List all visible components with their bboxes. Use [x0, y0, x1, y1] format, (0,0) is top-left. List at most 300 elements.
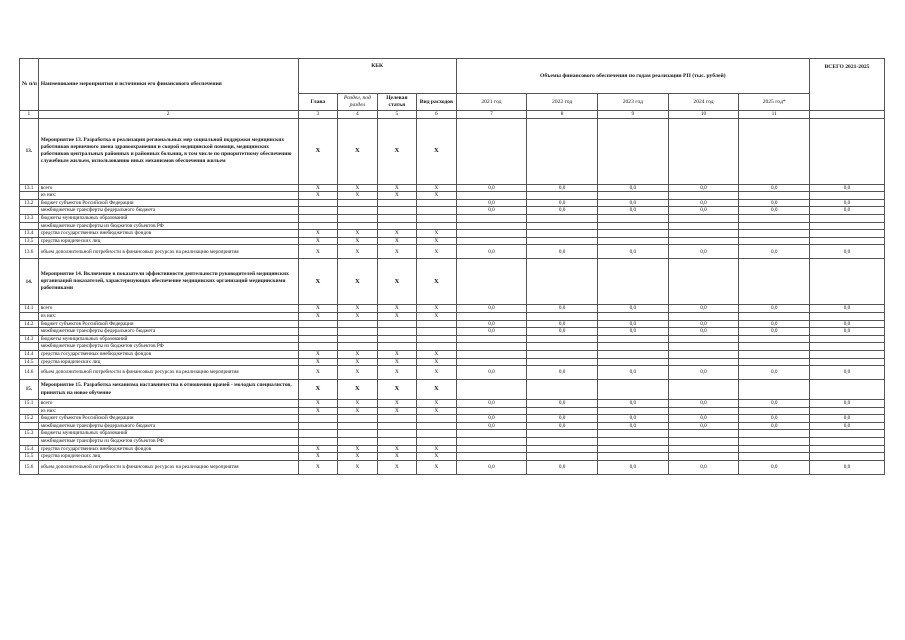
kbk-cell — [338, 214, 378, 222]
value-cell: 0,0 — [668, 328, 739, 336]
value-cell — [810, 407, 885, 415]
kbk-cell — [377, 343, 417, 351]
kbk-cell: X — [338, 230, 378, 238]
kbk-cell — [298, 214, 338, 222]
table-row — [20, 328, 885, 336]
kbk-cell: X — [338, 305, 378, 313]
kbk-cell: X — [377, 445, 417, 453]
value-cell — [668, 192, 739, 200]
value-cell: 0,0 — [739, 460, 810, 474]
table-row — [20, 214, 885, 222]
kbk-cell — [377, 328, 417, 336]
table-row — [20, 184, 885, 192]
row-label: средства государственных внебюджетных фондов — [38, 445, 298, 453]
value-cell: 0,0 — [668, 460, 739, 474]
kbk-cell: X — [417, 407, 457, 415]
value-cell — [456, 237, 527, 245]
event-value-cell — [597, 380, 668, 400]
value-cell — [597, 343, 668, 351]
event-value-cell — [739, 259, 810, 305]
value-cell — [739, 407, 810, 415]
value-cell — [810, 214, 885, 222]
event-kbk-cell: X — [338, 118, 378, 184]
kbk-cell — [377, 207, 417, 215]
value-cell — [597, 230, 668, 238]
kbk-cell — [417, 207, 457, 215]
event-row — [20, 380, 885, 400]
value-cell: 0,0 — [739, 400, 810, 408]
event-value-cell — [739, 380, 810, 400]
value-cell — [597, 445, 668, 453]
value-cell — [810, 350, 885, 358]
row-number: 14.5 — [20, 358, 39, 366]
value-cell — [739, 445, 810, 453]
row-number — [20, 192, 39, 200]
value-cell — [810, 222, 885, 230]
value-cell — [739, 230, 810, 238]
value-cell — [456, 358, 527, 366]
value-cell: 0,0 — [810, 400, 885, 408]
value-cell: 0,0 — [810, 366, 885, 380]
value-cell: 0,0 — [597, 207, 668, 215]
value-cell: 0,0 — [527, 422, 598, 430]
row-number — [20, 407, 39, 415]
row-label: всего — [38, 305, 298, 313]
kbk-cell: X — [377, 400, 417, 408]
kbk-cell: X — [298, 192, 338, 200]
value-cell — [739, 222, 810, 230]
kbk-cell: X — [377, 358, 417, 366]
value-cell — [456, 343, 527, 351]
value-cell: 0,0 — [739, 305, 810, 313]
value-cell — [810, 358, 885, 366]
value-cell: 0,0 — [810, 207, 885, 215]
value-cell: 0,0 — [810, 245, 885, 259]
value-cell — [456, 453, 527, 461]
value-cell: 0,0 — [527, 245, 598, 259]
kbk-cell: X — [377, 312, 417, 320]
value-cell: 0,0 — [456, 366, 527, 380]
col-number — [810, 111, 885, 119]
col-number: 8 — [527, 111, 598, 119]
value-cell: 0,0 — [597, 245, 668, 259]
value-cell — [456, 222, 527, 230]
header-finance: Объемы финансового обеспечения по годам реализации РП (тыс. рублей) — [456, 59, 809, 94]
value-cell — [668, 358, 739, 366]
value-cell: 0,0 — [668, 305, 739, 313]
kbk-cell — [338, 328, 378, 336]
value-cell: 0,0 — [527, 320, 598, 328]
row-label: бюджеты муниципальных образований — [38, 214, 298, 222]
kbk-cell: X — [417, 192, 457, 200]
finance-table-page — [19, 58, 885, 475]
kbk-cell — [417, 222, 457, 230]
value-cell — [668, 312, 739, 320]
value-cell — [810, 335, 885, 343]
kbk-cell: X — [417, 358, 457, 366]
value-cell: 0,0 — [527, 328, 598, 336]
event-value-cell — [527, 118, 598, 184]
value-cell: 0,0 — [810, 460, 885, 474]
kbk-cell: X — [338, 192, 378, 200]
row-number: 14.6 — [20, 366, 39, 380]
value-cell — [527, 350, 598, 358]
value-cell — [668, 407, 739, 415]
header-kbk-section: Раздел, под раздел — [338, 94, 378, 111]
kbk-cell: X — [417, 453, 457, 461]
kbk-cell: X — [417, 445, 457, 453]
kbk-cell: X — [298, 407, 338, 415]
kbk-cell — [298, 328, 338, 336]
table-row — [20, 312, 885, 320]
row-number: 15.6 — [20, 460, 39, 474]
kbk-cell: X — [338, 445, 378, 453]
header-year-2022: 2022 год — [527, 94, 598, 111]
kbk-cell — [338, 320, 378, 328]
row-label: объем дополнительной потребности в финансовых ресурсах на реализацию мероприятия — [38, 245, 298, 259]
row-number: 13.5 — [20, 237, 39, 245]
value-cell: 0,0 — [597, 460, 668, 474]
kbk-cell — [377, 214, 417, 222]
table-row — [20, 366, 885, 380]
value-cell — [597, 312, 668, 320]
event-value-cell — [668, 380, 739, 400]
kbk-cell — [338, 222, 378, 230]
value-cell — [739, 350, 810, 358]
value-cell — [597, 438, 668, 446]
value-cell — [456, 335, 527, 343]
value-cell: 0,0 — [810, 320, 885, 328]
kbk-cell: X — [298, 460, 338, 474]
value-cell — [527, 192, 598, 200]
row-label: межбюджетные трансферты из бюджетов субъектов РФ — [38, 438, 298, 446]
kbk-cell — [377, 430, 417, 438]
value-cell — [456, 192, 527, 200]
kbk-cell — [338, 199, 378, 207]
value-cell — [668, 350, 739, 358]
kbk-cell: X — [377, 305, 417, 313]
row-label: бюджет субъектов Российской Федерации — [38, 199, 298, 207]
kbk-cell: X — [417, 230, 457, 238]
kbk-cell — [338, 430, 378, 438]
kbk-cell: X — [338, 358, 378, 366]
kbk-cell: X — [338, 245, 378, 259]
value-cell — [527, 230, 598, 238]
row-label: межбюджетные трансферты федерального бюджета — [38, 328, 298, 336]
value-cell: 0,0 — [456, 207, 527, 215]
kbk-cell: X — [377, 366, 417, 380]
value-cell — [668, 237, 739, 245]
value-cell: 0,0 — [456, 199, 527, 207]
header-kbk-chapter: Глава — [298, 94, 338, 111]
kbk-cell: X — [417, 312, 457, 320]
value-cell: 0,0 — [527, 460, 598, 474]
row-number: 15.4 — [20, 445, 39, 453]
row-number — [20, 222, 39, 230]
value-cell — [739, 453, 810, 461]
value-cell: 0,0 — [739, 422, 810, 430]
value-cell: 0,0 — [597, 305, 668, 313]
kbk-cell: X — [417, 237, 457, 245]
kbk-cell: X — [298, 400, 338, 408]
event-value-cell — [456, 259, 527, 305]
value-cell — [739, 358, 810, 366]
value-cell: 0,0 — [668, 422, 739, 430]
value-cell — [668, 438, 739, 446]
kbk-cell: X — [377, 407, 417, 415]
value-cell — [597, 335, 668, 343]
row-label: из них: — [38, 192, 298, 200]
value-cell: 0,0 — [456, 415, 527, 423]
kbk-cell: X — [298, 358, 338, 366]
value-cell: 0,0 — [739, 245, 810, 259]
value-cell — [456, 445, 527, 453]
row-label: объем дополнительной потребности в финансовых ресурсах на реализацию мероприятия — [38, 366, 298, 380]
event-kbk-cell: X — [417, 380, 457, 400]
row-label: межбюджетные трансферты федерального бюджета — [38, 207, 298, 215]
value-cell — [527, 335, 598, 343]
value-cell: 0,0 — [527, 366, 598, 380]
kbk-cell — [298, 430, 338, 438]
kbk-cell: X — [377, 245, 417, 259]
event-number: 13. — [20, 118, 39, 184]
kbk-cell — [377, 335, 417, 343]
row-number: 13.6 — [20, 245, 39, 259]
kbk-cell: X — [338, 350, 378, 358]
value-cell: 0,0 — [597, 184, 668, 192]
value-cell: 0,0 — [597, 415, 668, 423]
header-year-2023: 2023 год — [597, 94, 668, 111]
value-cell — [527, 430, 598, 438]
kbk-cell: X — [417, 460, 457, 474]
value-cell — [810, 430, 885, 438]
table-row — [20, 237, 885, 245]
value-cell: 0,0 — [810, 415, 885, 423]
kbk-cell — [298, 415, 338, 423]
kbk-cell: X — [377, 237, 417, 245]
value-cell — [527, 407, 598, 415]
value-cell: 0,0 — [527, 400, 598, 408]
value-cell — [668, 453, 739, 461]
value-cell: 0,0 — [527, 184, 598, 192]
value-cell — [527, 358, 598, 366]
value-cell — [668, 214, 739, 222]
kbk-cell — [417, 422, 457, 430]
value-cell — [810, 237, 885, 245]
kbk-cell: X — [298, 312, 338, 320]
event-value-cell — [597, 118, 668, 184]
kbk-cell — [377, 199, 417, 207]
event-number: 14. — [20, 259, 39, 305]
value-cell — [597, 237, 668, 245]
value-cell — [810, 453, 885, 461]
value-cell — [739, 192, 810, 200]
kbk-cell — [377, 438, 417, 446]
table-row — [20, 320, 885, 328]
event-value-cell — [456, 118, 527, 184]
event-row — [20, 118, 885, 184]
row-label: средства юридических лиц — [38, 358, 298, 366]
row-number: 14.4 — [20, 350, 39, 358]
value-cell — [810, 192, 885, 200]
value-cell — [456, 230, 527, 238]
table-row — [20, 422, 885, 430]
event-value-cell — [527, 259, 598, 305]
value-cell — [810, 343, 885, 351]
value-cell — [668, 343, 739, 351]
event-value-cell — [597, 259, 668, 305]
event-value-cell — [456, 380, 527, 400]
value-cell — [810, 312, 885, 320]
kbk-cell: X — [338, 400, 378, 408]
value-cell: 0,0 — [527, 415, 598, 423]
kbk-cell — [338, 415, 378, 423]
value-cell — [810, 230, 885, 238]
row-number — [20, 438, 39, 446]
kbk-cell: X — [298, 453, 338, 461]
kbk-cell — [417, 328, 457, 336]
value-cell: 0,0 — [739, 328, 810, 336]
row-number: 14.2 — [20, 320, 39, 328]
value-cell: 0,0 — [456, 460, 527, 474]
kbk-cell: X — [338, 366, 378, 380]
value-cell: 0,0 — [597, 422, 668, 430]
value-cell — [739, 237, 810, 245]
kbk-cell: X — [417, 350, 457, 358]
value-cell: 0,0 — [456, 184, 527, 192]
value-cell: 0,0 — [597, 199, 668, 207]
event-value-cell — [739, 118, 810, 184]
header-kbk: КБК — [298, 59, 456, 94]
value-cell: 0,0 — [739, 320, 810, 328]
kbk-cell: X — [298, 230, 338, 238]
value-cell: 0,0 — [668, 199, 739, 207]
kbk-cell — [377, 415, 417, 423]
kbk-cell: X — [417, 366, 457, 380]
value-cell: 0,0 — [739, 207, 810, 215]
value-cell — [668, 230, 739, 238]
value-cell: 0,0 — [810, 199, 885, 207]
kbk-cell — [338, 422, 378, 430]
event-kbk-cell: X — [338, 259, 378, 305]
event-kbk-cell: X — [298, 259, 338, 305]
col-number: 5 — [377, 111, 417, 119]
header-year-2024: 2024 год — [668, 94, 739, 111]
kbk-cell: X — [417, 245, 457, 259]
row-number: 13.2 — [20, 199, 39, 207]
event-kbk-cell: X — [377, 380, 417, 400]
event-kbk-cell: X — [377, 259, 417, 305]
value-cell — [597, 350, 668, 358]
kbk-cell — [298, 422, 338, 430]
kbk-cell — [338, 207, 378, 215]
kbk-cell: X — [298, 237, 338, 245]
row-label: бюджет субъектов Российской Федерации — [38, 415, 298, 423]
kbk-cell: X — [417, 184, 457, 192]
event-title: Мероприятие 14. Включение в показатели эффективности деятельности руководителей медицинских организаций показателей, характеризующих обеспечение медицинских организаций медицинскими работниками — [38, 259, 298, 305]
finance-table — [19, 58, 885, 475]
value-cell: 0,0 — [739, 366, 810, 380]
header-kbk-type: Вид расходов — [417, 94, 457, 111]
kbk-cell: X — [338, 407, 378, 415]
row-label: средства государственных внебюджетных фондов — [38, 230, 298, 238]
event-value-cell — [810, 259, 885, 305]
header-year-2021: 2021 год — [456, 94, 527, 111]
table-row — [20, 350, 885, 358]
table-row — [20, 343, 885, 351]
row-number — [20, 207, 39, 215]
row-label: средства государственных внебюджетных фондов — [38, 350, 298, 358]
event-kbk-cell: X — [417, 259, 457, 305]
kbk-cell: X — [377, 460, 417, 474]
value-cell — [456, 430, 527, 438]
value-cell — [739, 438, 810, 446]
kbk-cell: X — [417, 400, 457, 408]
event-value-cell — [527, 380, 598, 400]
value-cell — [597, 407, 668, 415]
event-kbk-cell: X — [377, 118, 417, 184]
value-cell — [668, 335, 739, 343]
value-cell: 0,0 — [668, 245, 739, 259]
row-label: межбюджетные трансферты из бюджетов субъектов РФ — [38, 222, 298, 230]
kbk-cell: X — [338, 184, 378, 192]
kbk-cell: X — [377, 453, 417, 461]
value-cell — [597, 222, 668, 230]
kbk-cell — [377, 222, 417, 230]
header-total: ВСЕГО 2021-2025 — [810, 59, 885, 111]
table-row — [20, 460, 885, 474]
value-cell: 0,0 — [456, 305, 527, 313]
table-row — [20, 445, 885, 453]
col-number: 11 — [739, 111, 810, 119]
kbk-cell — [417, 343, 457, 351]
value-cell: 0,0 — [668, 207, 739, 215]
table-row — [20, 400, 885, 408]
kbk-cell — [298, 343, 338, 351]
value-cell: 0,0 — [456, 245, 527, 259]
table-row — [20, 230, 885, 238]
table-row — [20, 453, 885, 461]
kbk-cell: X — [377, 184, 417, 192]
event-number: 15. — [20, 380, 39, 400]
value-cell — [668, 222, 739, 230]
row-label: бюджеты муниципальных образований — [38, 430, 298, 438]
kbk-cell — [338, 343, 378, 351]
value-cell — [739, 312, 810, 320]
value-cell: 0,0 — [668, 415, 739, 423]
value-cell: 0,0 — [668, 400, 739, 408]
value-cell — [597, 453, 668, 461]
value-cell: 0,0 — [456, 422, 527, 430]
value-cell — [527, 312, 598, 320]
value-cell — [456, 350, 527, 358]
row-label: из них: — [38, 407, 298, 415]
value-cell: 0,0 — [739, 184, 810, 192]
event-title: Мероприятие 13. Разработка и реализация региональных мер социальной поддержки медицинских работников первичного звена здравоохранения и скорой медицинской помощи, медицинских работников центральных районных и районных больниц, в том числе по приоритетному обеспечению служебным жильем, использованию иных механизмов обеспечения жильем — [38, 118, 298, 184]
event-value-cell — [668, 259, 739, 305]
col-number: 2 — [38, 111, 298, 119]
value-cell: 0,0 — [527, 199, 598, 207]
kbk-cell: X — [338, 237, 378, 245]
value-cell — [668, 445, 739, 453]
table-row — [20, 407, 885, 415]
kbk-cell — [377, 422, 417, 430]
col-number: 6 — [417, 111, 457, 119]
value-cell: 0,0 — [456, 400, 527, 408]
value-cell — [597, 430, 668, 438]
row-number: 14.3 — [20, 335, 39, 343]
table-row — [20, 438, 885, 446]
